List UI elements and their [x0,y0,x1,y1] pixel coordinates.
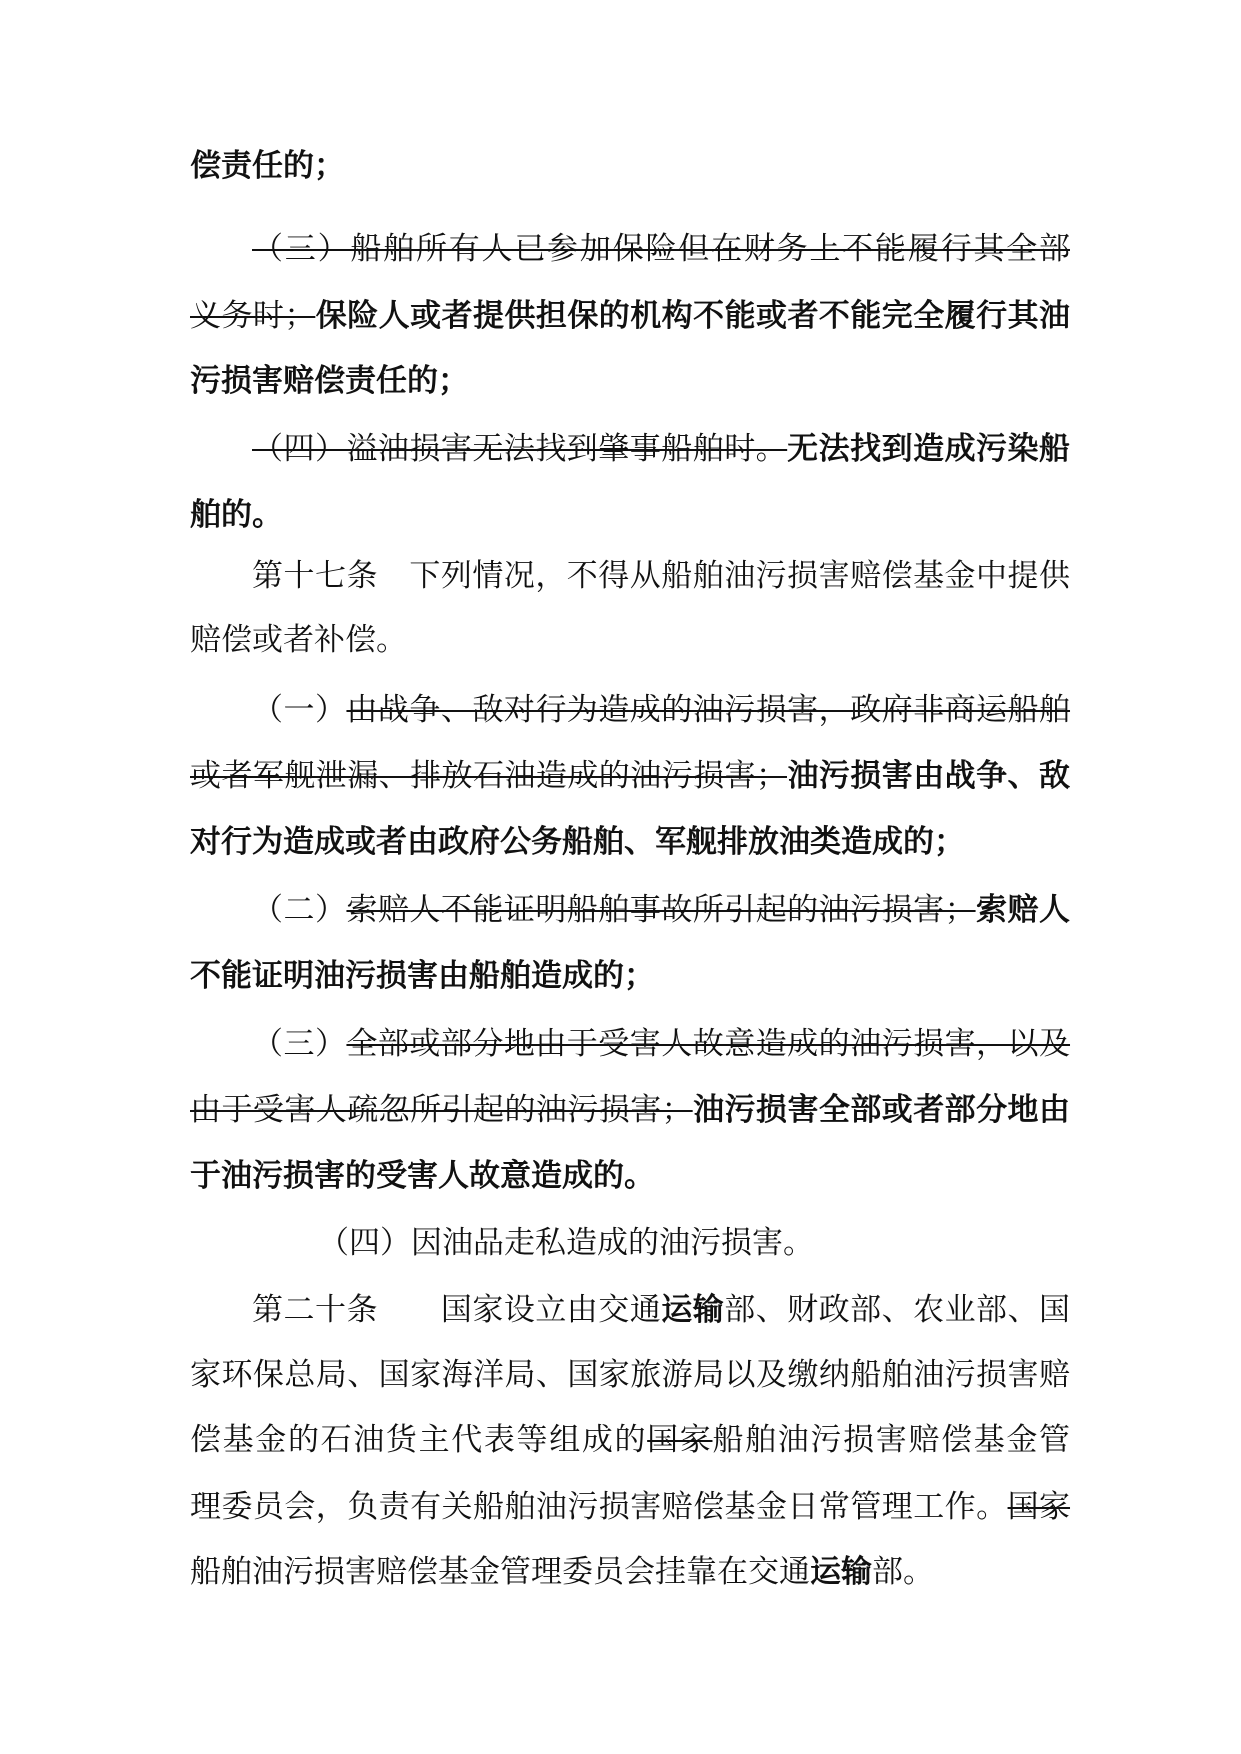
body-text: （四）因油品走私造成的油污损害。 [318,1225,814,1261]
text-line [252,1024,1070,1064]
body-text: 船舶油污损害赔偿基金管理委员会挂靠在交通 [190,1554,810,1590]
text-line [252,890,1070,930]
inserted-text: 无法找到造成污染船 [787,431,1071,467]
text-line [252,556,1070,596]
inserted-text: 运输 [661,1292,725,1328]
deleted-text: 义务时； [190,298,316,334]
inserted-text: 油污损害全部或者部分地由 [692,1092,1071,1128]
text-line [252,429,1070,469]
body-text: 第二十条 国家设立由交通 [252,1292,662,1328]
body-text: （二） [252,892,347,928]
deleted-text: 由于受害人疏忽所引起的油污损害； [190,1092,693,1128]
inserted-text: 保险人或者提供担保的机构不能或者不能完全履行其油 [315,298,1071,334]
inserted-text: 油污损害由战争、敌 [787,758,1070,794]
deleted-text: 索赔人不能证明船舶事故所引起的油污损害； [346,892,976,928]
text-line [252,1290,1070,1330]
inserted-text: 于油污损害的受害人故意造成的。 [190,1158,655,1194]
deleted-text: 全部或部分地由于受害人故意造成的油污损害，以及 [346,1026,1071,1062]
body-text: 部、财政部、农业部、国 [724,1292,1071,1328]
body-text: 赔偿或者补偿。 [190,622,407,658]
body-text: 第十七条 下列情况，不得从船舶油污损害赔偿基金中提供 [252,558,1070,594]
text-line [190,756,1070,796]
text-line [190,956,1070,996]
body-text: 偿基金的石油货主代表等组成的 [190,1422,648,1458]
body-text: （三） [252,1026,347,1062]
deleted-text: 国家 [1007,1489,1071,1525]
text-line [190,1090,1070,1130]
inserted-text: 偿责任的； [190,148,345,184]
deleted-text: （三）船舶所有人已参加保险但在财务上不能履行其全部 [252,231,1070,267]
text-line [190,1355,1070,1395]
text-line [190,495,1070,535]
text-line [190,620,1070,660]
text-line [252,690,1070,730]
inserted-text: 不能证明油污损害由船舶造成的； [190,958,655,994]
deleted-text: 由战争、敌对行为造成的油污损害，政府非商运船舶 [346,692,1071,728]
body-text: 家环保总局、国家海洋局、国家旅游局以及缴纳船舶油污损害赔 [190,1357,1070,1393]
text-line [190,1552,1070,1592]
inserted-text: 对行为造成或者由政府公务船舶、军舰排放油类造成的； [190,824,965,860]
body-text: 部。 [872,1554,934,1590]
text-line [190,1156,1070,1196]
text-line [190,1420,1070,1460]
deleted-text: 或者军舰泄漏、排放石油造成的油污损害； [190,758,787,794]
text-line [318,1223,1198,1263]
deleted-text: 国家 [647,1422,713,1458]
inserted-text: 舶的。 [190,497,283,533]
body-text: 理委员会，负责有关船舶油污损害赔偿基金日常管理工作。 [190,1489,1008,1525]
deleted-text: （四）溢油损害无法找到肇事船舶时。 [252,431,788,467]
inserted-text: 索赔人 [975,892,1071,928]
text-line [190,822,1070,862]
body-text: （一） [252,692,347,728]
inserted-text: 运输 [810,1554,872,1590]
text-line [190,146,1070,186]
text-line [190,361,1070,401]
text-line [190,1487,1070,1527]
body-text: 船舶油污损害赔偿基金管 [712,1422,1071,1458]
text-line [190,296,1070,336]
text-line [252,229,1070,269]
inserted-text: 污损害赔偿责任的； [190,363,469,399]
